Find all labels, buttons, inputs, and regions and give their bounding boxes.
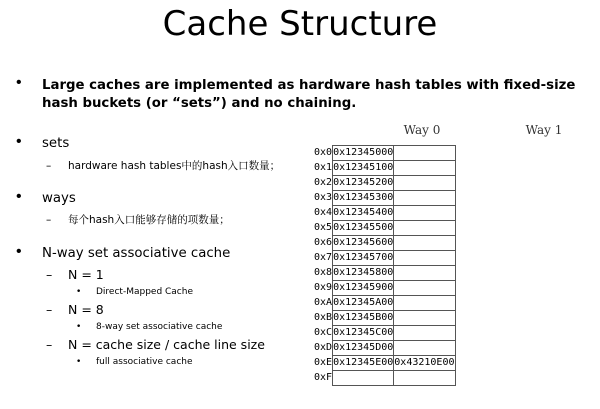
way1-cell — [394, 161, 455, 176]
way1-cell — [394, 236, 455, 251]
set-index: 0x3 — [314, 192, 333, 203]
table-row — [314, 281, 455, 296]
set-index: 0x6 — [314, 237, 333, 248]
way0-cell: 0x12345C00 — [333, 326, 394, 341]
ways-label: ways — [42, 191, 76, 206]
small-bullet: • — [76, 322, 82, 332]
set-index: 0xA — [314, 297, 333, 308]
way0-cell: 0x12345D00 — [333, 341, 394, 356]
nway-item-2-label: N = 8 — [68, 302, 104, 317]
table-row — [314, 191, 455, 206]
way1-cell — [394, 176, 455, 191]
way0-cell: 0x12345200 — [333, 176, 394, 191]
nway-label: N-way set associative cache — [42, 246, 231, 261]
bullet-dot: • — [16, 133, 22, 150]
nway-item-2-sub-text: 8-way set associative cache — [96, 322, 223, 332]
table-row — [314, 356, 455, 371]
set-index: 0xC — [314, 327, 333, 338]
small-bullet: • — [76, 287, 82, 297]
way1-header: Way 1 — [525, 123, 563, 137]
way1-cell — [394, 191, 455, 206]
nway-item-1-label: N = 1 — [68, 267, 104, 282]
way0-cell: 0x12345E00 — [333, 356, 394, 371]
way0-cell: 0x12345000 — [333, 146, 394, 161]
way0-cell — [333, 371, 394, 386]
bullet-dot: • — [16, 74, 22, 91]
set-index: 0x5 — [314, 222, 333, 233]
table-row — [314, 251, 455, 266]
way0-cell: 0x12345300 — [333, 191, 394, 206]
nway-item-3-sub — [76, 357, 193, 367]
table-row — [314, 146, 455, 161]
set-index: 0xB — [314, 312, 333, 323]
set-index: 0x4 — [314, 207, 333, 218]
dash-marker: – — [46, 160, 52, 172]
set-index: 0x2 — [314, 177, 333, 188]
way0-cell: 0x12345A00 — [333, 296, 394, 311]
table-row — [314, 206, 455, 221]
dash-marker: – — [46, 337, 53, 352]
bullet-dot: • — [16, 188, 22, 205]
table-row — [314, 266, 455, 281]
way0-cell: 0x12345500 — [333, 221, 394, 236]
set-index: 0xE — [314, 357, 333, 368]
cache-table-body — [314, 146, 455, 386]
table-row — [314, 311, 455, 326]
set-index: 0x0 — [314, 147, 333, 158]
table-row — [314, 371, 455, 386]
table-row — [314, 236, 455, 251]
ways-description-text: 每个hash入口能够存储的项数量； — [68, 214, 230, 226]
table-row — [314, 326, 455, 341]
sets-description-text: hardware hash tables中的hash入口数量； — [68, 160, 281, 172]
way0-cell: 0x12345600 — [333, 236, 394, 251]
small-bullet: • — [76, 357, 82, 367]
way0-cell: 0x12345800 — [333, 266, 394, 281]
way0-header: Way 0 — [403, 123, 441, 137]
way0-cell: 0x12345B00 — [333, 311, 394, 326]
way1-cell — [394, 266, 455, 281]
way1-cell — [394, 326, 455, 341]
way0-cell: 0x12345700 — [333, 251, 394, 266]
way1-cell — [394, 206, 455, 221]
table-row — [314, 221, 455, 236]
way1-cell — [394, 341, 455, 356]
dash-marker: – — [46, 302, 53, 317]
way0-cell: 0x12345400 — [333, 206, 394, 221]
way1-cell — [394, 221, 455, 236]
way1-cell — [394, 251, 455, 266]
way0-cell: 0x12345100 — [333, 161, 394, 176]
way1-cell — [394, 281, 455, 296]
nway-item-3-sub-text: full associative cache — [96, 357, 193, 367]
main-bullet-text: Large caches are implemented as hardware hash tables with fixed-size hash buckets (or “sets”) and no chaining. — [42, 78, 576, 111]
nway-item-2 — [46, 302, 104, 317]
slide-title: Cache Structure — [162, 4, 438, 44]
nway-item-3-label: N = cache size / cache line size — [68, 337, 265, 352]
table-row — [314, 341, 455, 356]
bullet-dot: • — [16, 243, 22, 260]
set-index: 0xF — [314, 372, 333, 383]
nway-item-1 — [46, 267, 104, 282]
nway-item-1-sub-text: Direct-Mapped Cache — [96, 287, 194, 297]
nway-item-1-sub — [76, 287, 193, 297]
way1-cell — [394, 296, 455, 311]
sets-description — [46, 158, 280, 173]
set-index: 0x8 — [314, 267, 333, 278]
way1-cell — [394, 146, 455, 161]
set-index: 0xD — [314, 342, 333, 353]
set-index: 0x1 — [314, 162, 333, 173]
cache-table — [314, 145, 456, 386]
nway-item-2-sub — [76, 322, 222, 332]
way0-cell: 0x12345900 — [333, 281, 394, 296]
way1-cell — [394, 371, 455, 386]
dash-marker: – — [46, 214, 52, 226]
table-row — [314, 296, 455, 311]
sets-label: sets — [42, 136, 70, 151]
dash-marker: – — [46, 267, 53, 282]
nway-item-3 — [46, 337, 265, 352]
ways-description — [46, 212, 230, 227]
table-row — [314, 161, 455, 176]
way1-cell — [394, 311, 455, 326]
way1-cell: 0x43210E00 — [394, 356, 455, 371]
table-row — [314, 176, 455, 191]
set-index: 0x9 — [314, 282, 333, 293]
set-index: 0x7 — [314, 252, 333, 263]
